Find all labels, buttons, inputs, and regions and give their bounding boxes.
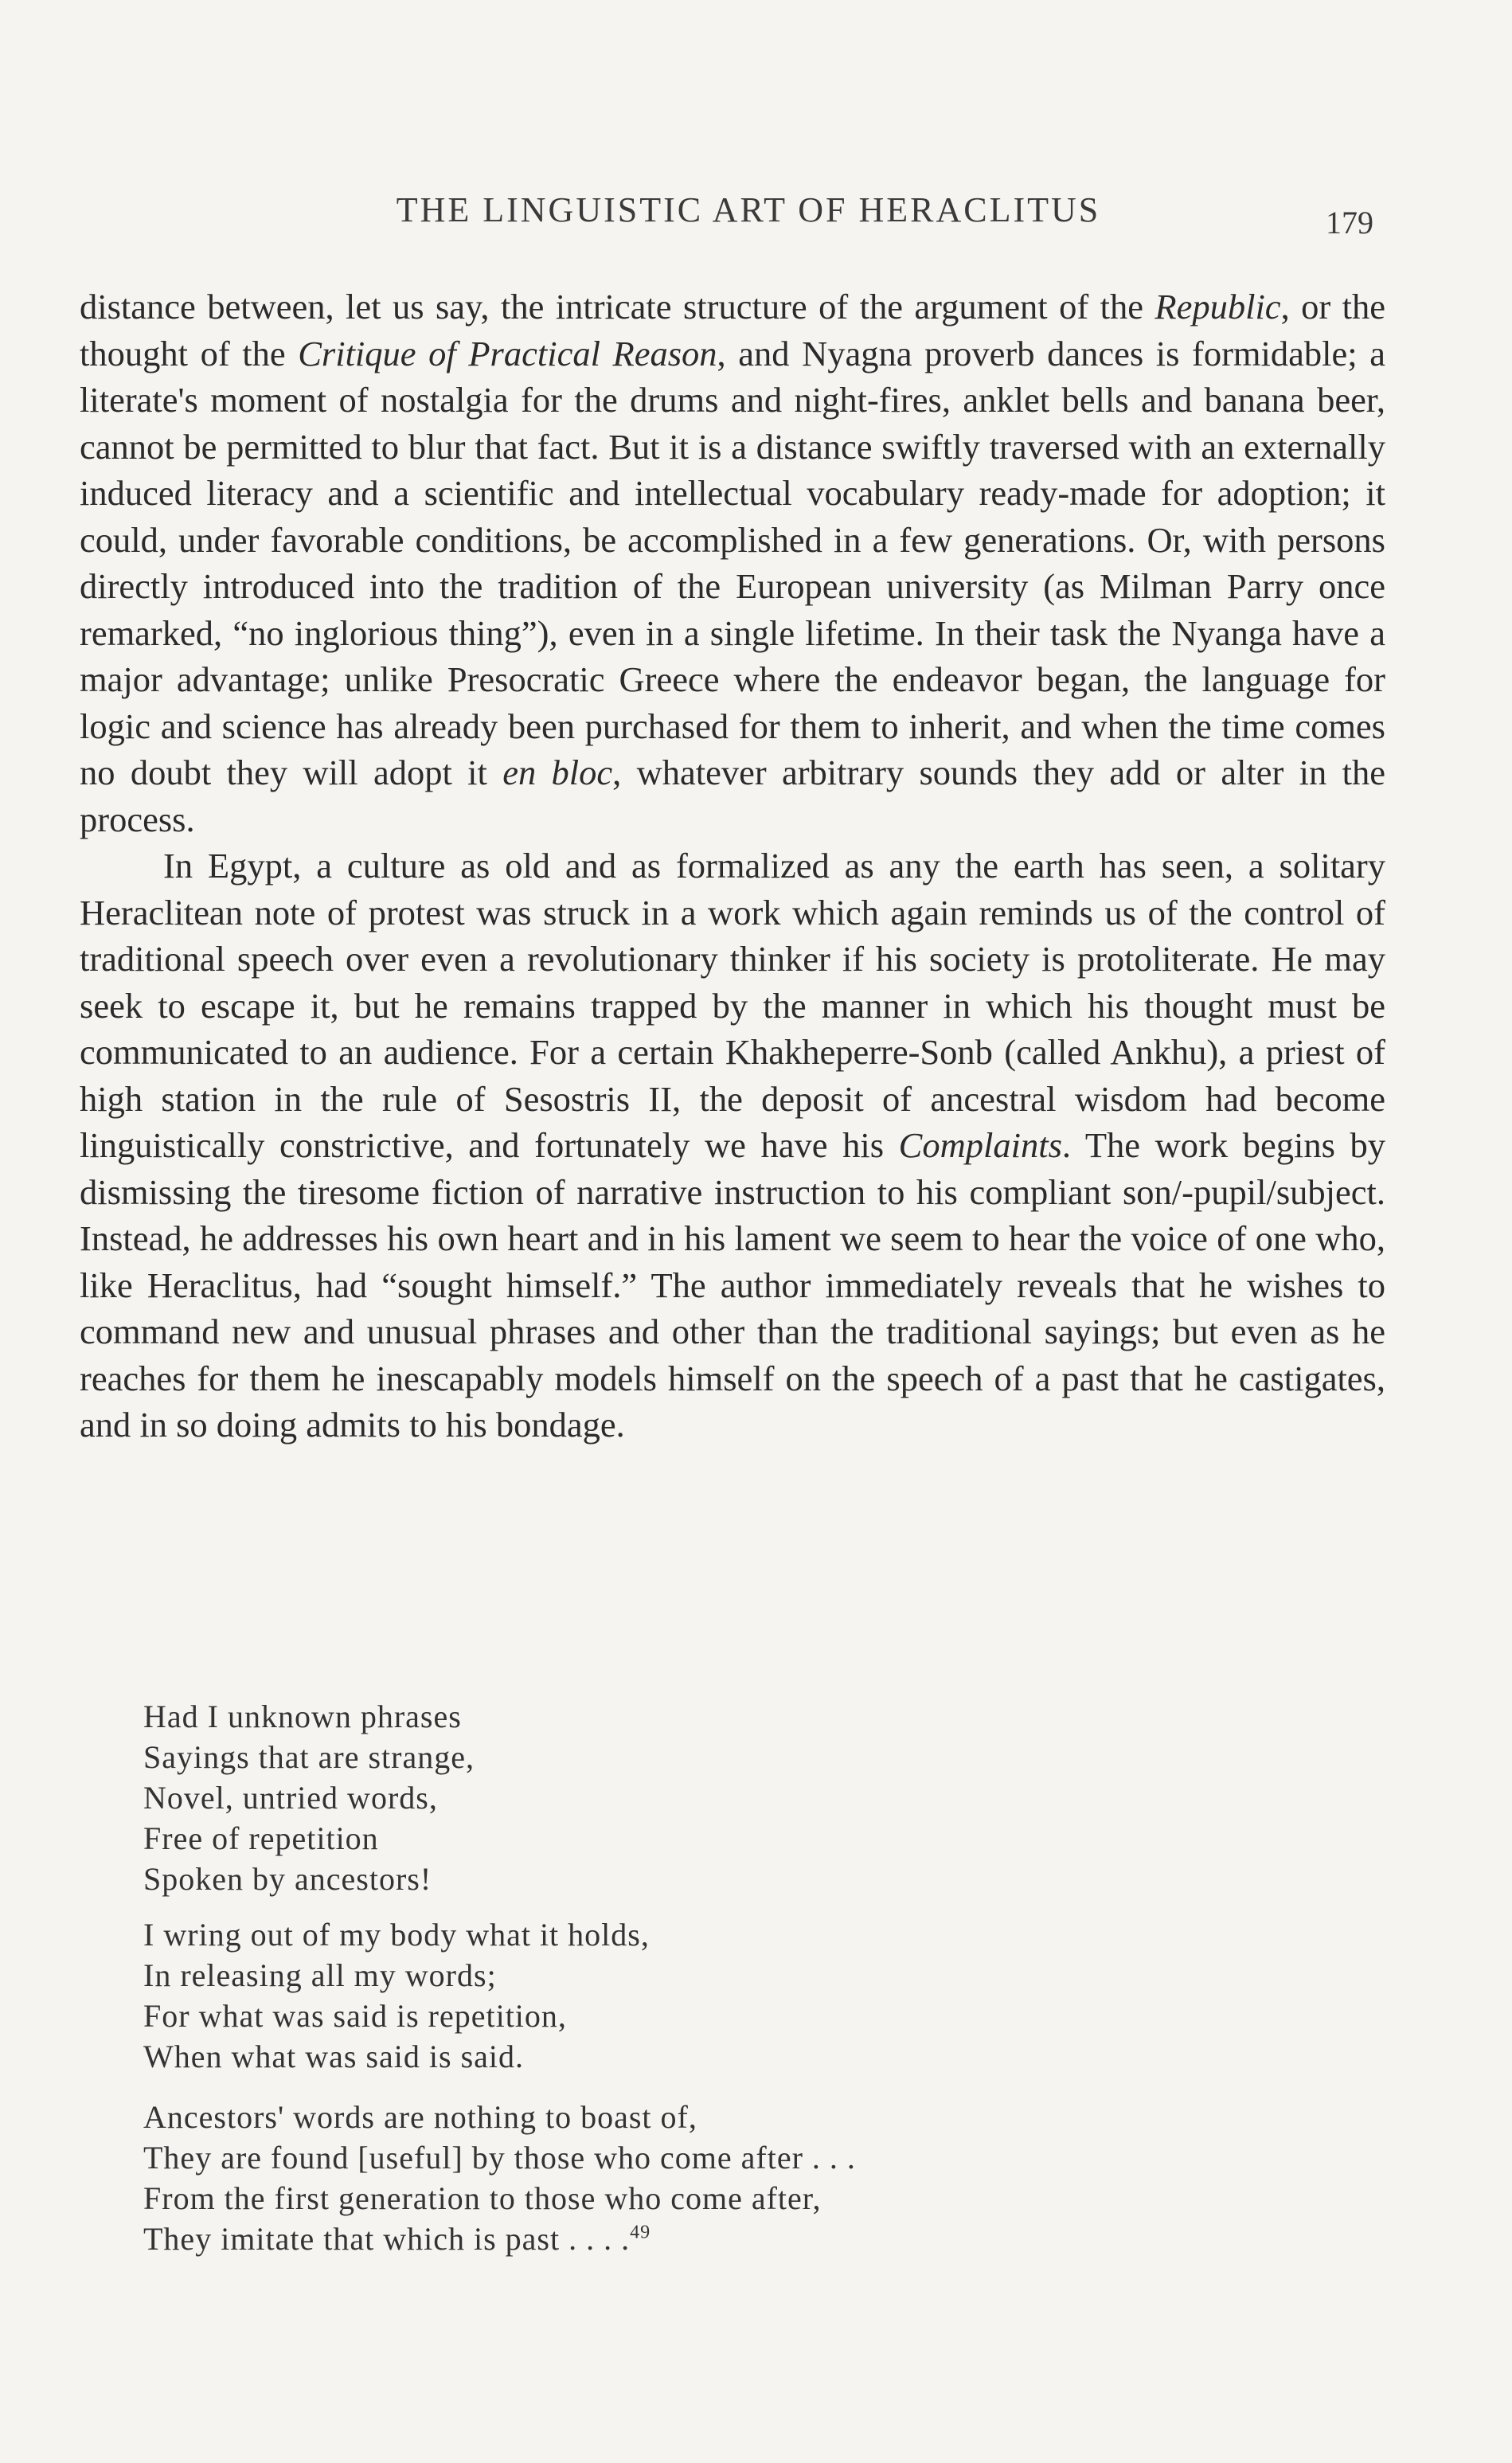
paragraph-2-text-2: . The work begins by dismissing the tiresome fiction of narrative instruction to his compliant son/-pupil/subject. Instead, he addresses his own heart and in his lament we seem to hear the voice of one who, like Heraclitus, had “sought himself.” The author immediately reveals that he wishes to command new and unusual phrases and other than the traditional sayings; but even as he reaches for them he inescapably models himself on the speech of a past that he castigates, and in so doing admits to his bondage. bbox=[80, 1125, 1385, 1445]
paragraph-2 bbox=[80, 843, 1385, 1448]
verse-line: Had I unknown phrases bbox=[143, 1699, 462, 1734]
verse-line: They are found [useful] by those who come after . . . bbox=[143, 2140, 856, 2176]
paragraph-1-text-2: , or the thought of the bbox=[80, 287, 1385, 373]
verse-stanza-1 bbox=[143, 1696, 1178, 1899]
verse-line: When what was said is said. bbox=[143, 2039, 525, 2074]
paragraph-1-text-4: , whatever arbitrary sounds they add or alter in the process. bbox=[80, 753, 1385, 839]
title-critique: Critique of Practical Reason bbox=[298, 333, 717, 373]
paragraph-1 bbox=[80, 283, 1385, 843]
verse-stanza-3 bbox=[143, 2097, 1178, 2259]
paragraph-1-text-1: distance between, let us say, the intricate structure of the argument of the bbox=[80, 287, 1155, 326]
verse-line: Ancestors' words are nothing to boast of, bbox=[143, 2099, 697, 2135]
verse-line: In releasing all my words; bbox=[143, 1957, 497, 1993]
verse-stanza-2 bbox=[143, 1914, 1178, 2077]
title-complaints: Complaints bbox=[898, 1125, 1062, 1165]
paragraph-1-text-3: , and Nyagna proverb dances is formidable; a literate's moment of nostalgia for the drums and night-fires, anklet bells and banana beer, cannot be permitted to blur that fact. But it is a distance swiftly traversed with an externally induced literacy and a scientific and intellectual vocabulary ready-made for adoption; it could, under favorable conditions, be accomplished in a few generations. Or, with persons directly introduced into the tradition of the European university (as Milman Parry once remarked, “no inglorious thing”), even in a single lifetime. In their task the Nyanga have a major advantage; unlike Presocratic Greece where the endeavor began, the language for logic and science has already been purchased for them to inherit, and when the time comes no doubt they will adopt it bbox=[80, 333, 1385, 792]
verse-line: Sayings that are strange, bbox=[143, 1739, 475, 1775]
verse-line bbox=[143, 2219, 1178, 2259]
verse-line: For what was said is repetition, bbox=[143, 1998, 567, 2034]
verse-line: Free of repetition bbox=[143, 1820, 379, 1856]
verse-line: I wring out of my body what it holds, bbox=[143, 1917, 650, 1953]
body-text bbox=[80, 283, 1385, 1448]
title-republic: Republic bbox=[1155, 287, 1281, 326]
verse-line: Novel, untried words, bbox=[143, 1780, 438, 1816]
phrase-en-bloc: en bloc bbox=[502, 753, 613, 792]
running-head: THE LINGUISTIC ART OF HERACLITUS bbox=[396, 190, 1101, 229]
verse-line-text: They imitate that which is past . . . . bbox=[143, 2221, 631, 2257]
paragraph-2-text-1: In Egypt, a culture as old and as formalized as any the earth has seen, a solitary Heraclitean note of protest was struck in a work which again reminds us of the control of traditional speech over even a revolutionary thinker if his society is protoliterate. He may seek to escape it, but he remains trapped by the manner in which his thought must be communicated to an audience. For a certain Khakheperre-Sonb (called Ankhu), a priest of high station in the rule of Sesostris II, the deposit of ancestral wisdom had become linguistically constrictive, and fortunately we have his bbox=[80, 846, 1385, 1165]
verse-line: From the first generation to those who come after, bbox=[143, 2180, 822, 2216]
footnote-reference: 49 bbox=[630, 2222, 651, 2243]
verse-line: Spoken by ancestors! bbox=[143, 1861, 432, 1897]
page-number: 179 bbox=[1326, 205, 1373, 240]
